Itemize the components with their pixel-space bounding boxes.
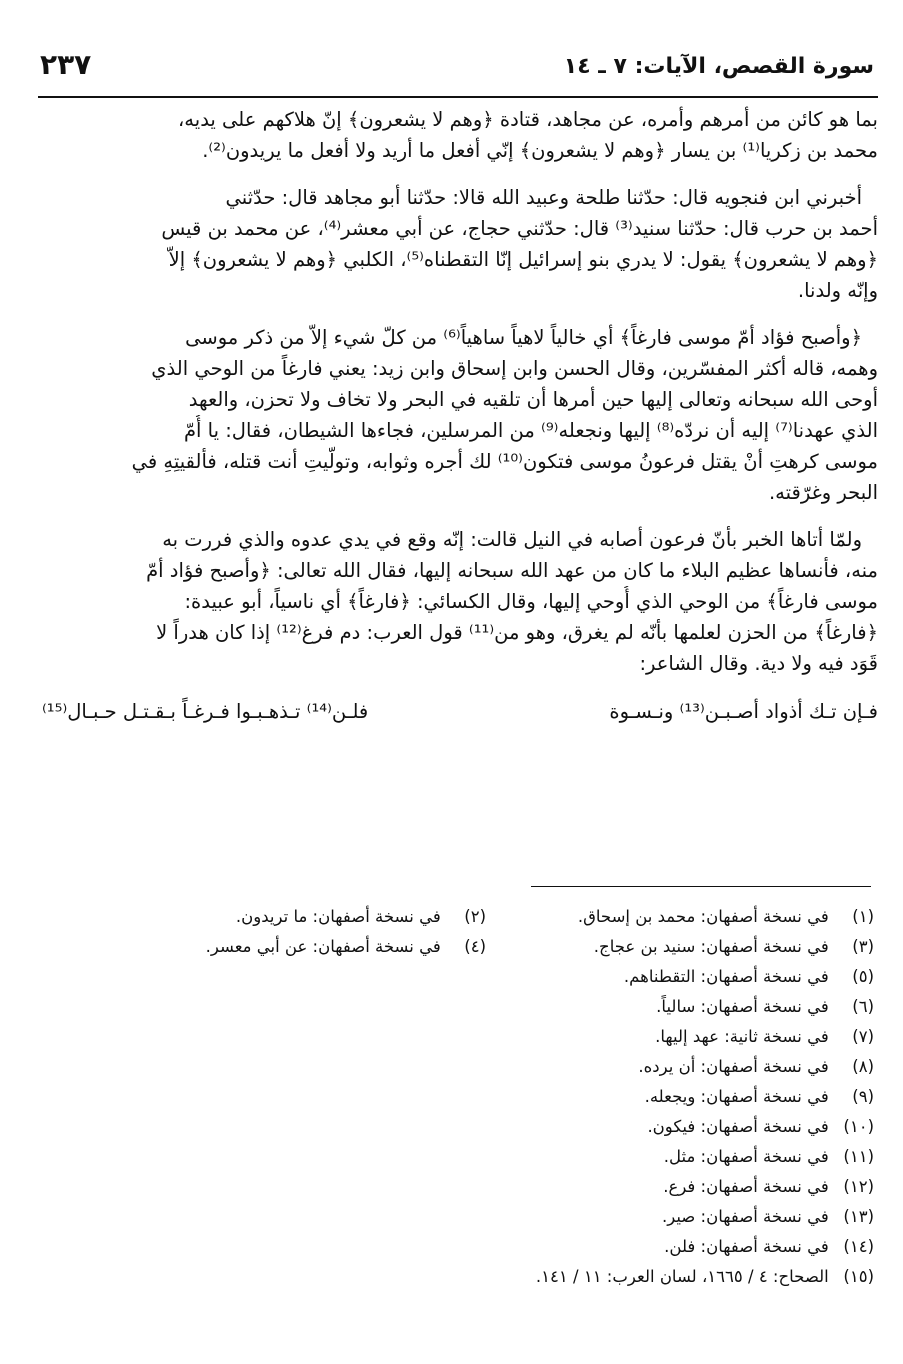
text-line: البحر وغرّقته. (768, 481, 878, 504)
footnote-number: (٨) (852, 1057, 874, 1076)
footnote-number: (٣) (852, 937, 874, 956)
footnote (663, 1172, 874, 1202)
text-line: قَوَد فيه ولا دية. وقال الشاعر: (639, 652, 878, 675)
verse-first-hemistich: فـإن تـك أذواد أصـبـن⁽¹³⁾ ونـسـوة (609, 700, 878, 723)
footnote-text: في نسخة أصفهان: عن أبي معسر. (205, 937, 441, 956)
footnote-number: (٩) (852, 1087, 874, 1106)
footnote-text: في نسخة أصفهان: التقطناهم. (623, 967, 829, 986)
text-line: أوحى الله سبحانه وتعالى إليها حين أمرها أن تلقيه في البحر ولا تخاف ولا تحزن، والعهد (188, 388, 878, 411)
footnote-number: (١٠) (843, 1117, 874, 1136)
main-text (42, 104, 878, 729)
footnote-row (42, 1052, 878, 1082)
poetry-verse (42, 695, 878, 729)
footnote-number: (٢) (464, 907, 486, 926)
footnotes (42, 902, 878, 1292)
footnote-row (42, 1082, 878, 1112)
footnote-text: في نسخة أصفهان: محمد بن إسحاق. (577, 907, 829, 926)
footnote-text: في نسخة أصفهان: أن يرده. (638, 1057, 829, 1076)
footnote-text: في نسخة أصفهان: فيكون. (647, 1117, 829, 1136)
footnote-text: في نسخة أصفهان: فرع. (663, 1177, 829, 1196)
footnote (624, 962, 874, 992)
footnote-number: (١٤) (843, 1237, 874, 1256)
footnote-text: في نسخة أصفهان: صير. (661, 1207, 829, 1226)
footnote-number: (١٥) (843, 1267, 874, 1286)
text-line: وهمه، قاله أكثر المفسّرين، وقال الحسن وابن إسحاق وابن زيد: يعني فارغاً من الوحي الذي (151, 357, 878, 380)
footnote-number: (٤) (464, 937, 486, 956)
footnote-text: في نسخة ثانية: عهد إليها. (655, 1027, 829, 1046)
footnote (647, 1112, 874, 1142)
verse-second-hemistich: فلـن⁽¹⁴⁾ تـذهـبـوا فـرغـاً بـقـتـل حـبـال⁽¹⁵⁾ (42, 700, 369, 723)
footnote (662, 1202, 874, 1232)
footnote (236, 902, 486, 932)
footnote-row (42, 932, 878, 962)
footnote (655, 1022, 874, 1052)
footnote (594, 932, 874, 962)
text-line: موسى كرهتِ أنْ يقتل فرعونُ موسى فتكون⁽¹⁰⁾ لك أجره وثوابه، وتولّيتِ أنت قتله، فألقيتِهِ في (131, 450, 878, 473)
footnote-text: في نسخة أصفهان: مثل. (663, 1147, 829, 1166)
text-line: أحمد بن حرب قال: حدّثنا سنيد⁽³⁾ قال: حدّثني حجاج، عن أبي معشر⁽⁴⁾، عن محمد بن قيس (161, 217, 878, 240)
text-line: الذي عهدنا⁽⁷⁾ إليه أن نردّه⁽⁸⁾ إليها ونجعله⁽⁹⁾ من المرسلين، فجاءها الشيطان، فقال: يا أُمّ (183, 419, 878, 442)
text-line: وإنّه ولدنا. (797, 279, 878, 302)
footnote-row (42, 992, 878, 1022)
text-line: ﴿فارغاً﴾ من الحزن لعلمها بأنّه لم يغرق، وهو من⁽¹¹⁾ قول العرب: دم فرغ⁽¹²⁾ إذا كان هدراً لا (156, 621, 878, 644)
paragraph (42, 182, 878, 306)
footnote-number: (٧) (852, 1027, 874, 1046)
text-line: موسى فارغاً﴾ من الوحي الذي أُوحي إليها، وقال الكسائي: ﴿فارغاً﴾ أي ناسياً، أبو عبيدة: (184, 590, 878, 613)
footnote (664, 1232, 874, 1262)
footnote-text: في نسخة أصفهان: سالياً. (656, 997, 829, 1016)
footnote-number: (١) (852, 907, 874, 926)
text-line: منه، فأنساها عظيم البلاء ما كان من عهد الله سبحانه إليها، فقال الله تعالى: ﴿وأصبح فؤاد أمّ (146, 559, 878, 582)
page-number: ٢٣٧ (40, 48, 92, 81)
footnote-row (42, 1172, 878, 1202)
text-line: محمد بن زكريا⁽¹⁾ بن يسار ﴿وهم لا يشعرون﴾ إنّي أفعل ما أريد ولا أفعل ما يريدون⁽²⁾. (202, 139, 878, 162)
footnote-row (42, 1202, 878, 1232)
footnote-row (42, 1142, 878, 1172)
footnote (664, 1142, 874, 1172)
footnote-number: (٥) (852, 967, 874, 986)
footnote-row (42, 902, 878, 932)
footnote-row (42, 1022, 878, 1052)
footnote-number: (١١) (843, 1147, 874, 1166)
footnote-row (42, 962, 878, 992)
footnote-number: (١٢) (843, 1177, 874, 1196)
footnote (536, 1262, 874, 1292)
paragraph (42, 524, 878, 679)
text-line: ﴿وهم لا يشعرون﴾ يقول: لا يدري بنو إسرائيل إنّا التقطناه⁽⁵⁾، الكلبي ﴿وهم لا يشعرون﴾ إلاّ (168, 248, 878, 271)
text-line: بما هو كائن من أمرهم وأمره، عن مجاهد، قتادة ﴿وهم لا يشعرون﴾ إنّ هلاكهم على يديه، (178, 108, 878, 131)
footnote-row (42, 1262, 878, 1292)
page-header (38, 44, 878, 98)
footnote (656, 992, 874, 1022)
text-line: ﴿وأصبح فؤاد أمّ موسى فارغاً﴾ أي خالياً لاهياً ساهياً⁽⁶⁾ من كلّ شيء إلاّ من ذكر موسى (185, 326, 862, 349)
footnote-row (42, 1112, 878, 1142)
footnote-text: في نسخة أصفهان: ويجعله. (644, 1087, 829, 1106)
footnote-divider (531, 886, 871, 887)
footnote-row (42, 1232, 878, 1262)
footnote-number: (١٣) (843, 1207, 874, 1226)
text-line: ولمّا أتاها الخبر بأنّ فرعون أصابه في النيل قالت: إنّه وقع في يدي عدوه والذي فررت به (162, 528, 862, 551)
running-title: سورة القصص، الآيات: ٧ ـ ١٤ (563, 54, 874, 79)
footnote (638, 1052, 874, 1082)
footnote-text: في نسخة أصفهان: سنيد بن عجاج. (593, 937, 829, 956)
footnote (578, 902, 874, 932)
footnote (206, 932, 486, 962)
footnote-text: في نسخة أصفهان: فلن. (664, 1237, 829, 1256)
text-line: أخبرني ابن فنجويه قال: حدّثنا طلحة وعبيد الله قالا: حدّثنا أبو مجاهد قال: حدّثني (225, 186, 862, 209)
paragraph (42, 104, 878, 166)
footnote-text: الصحاح: ٤ / ١٦٦٥، لسان العرب: ١١ / ١٤١. (535, 1267, 829, 1286)
footnote-number: (٦) (852, 997, 874, 1016)
footnote-text: في نسخة أصفهان: ما تريدون. (235, 907, 441, 926)
paragraph (42, 322, 878, 508)
footnote (645, 1082, 874, 1112)
